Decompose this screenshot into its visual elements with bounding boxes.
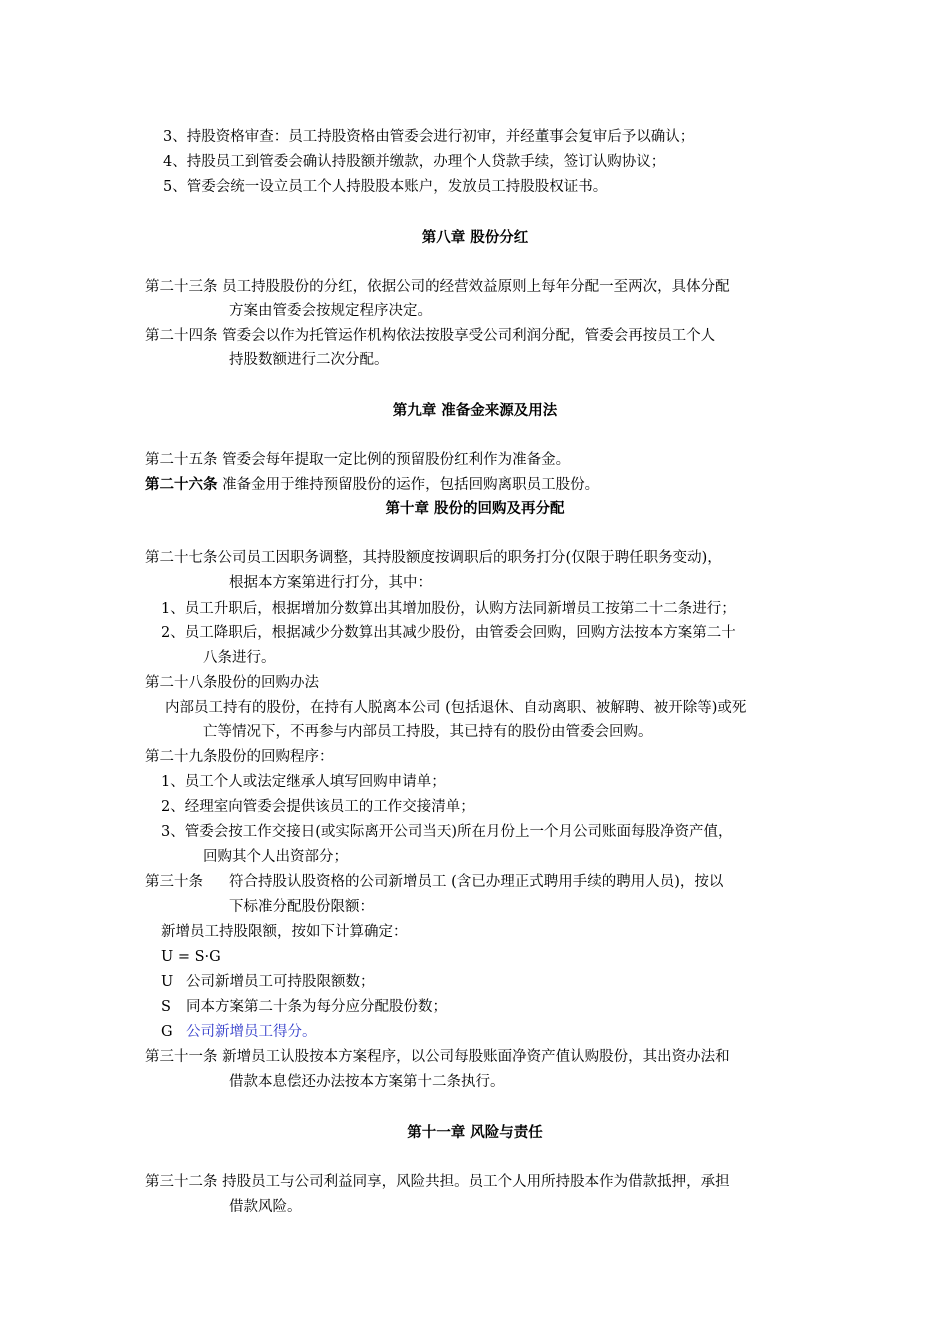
- formula-s-definition: 同本方案第二十条为每分应分配股份数；: [186, 999, 447, 1015]
- article-32-number: 第三十二条: [145, 1174, 218, 1190]
- formula: U = S·G: [161, 949, 221, 965]
- article-23: [145, 278, 730, 296]
- article-30-line-2: 下标准分配股份限额：: [229, 899, 374, 915]
- article-31-number: 第三十一条: [145, 1049, 218, 1065]
- article-26: [145, 476, 599, 494]
- article-26-text: 准备金用于维持预留股份的运作，包括回购离职员工股份。: [217, 477, 600, 493]
- article-27-item-2-cont: 八条进行。: [203, 650, 276, 666]
- article-31: [145, 1048, 730, 1066]
- article-32-line-1: 持股员工与公司利益同享，风险共担。员工个人用所持股本作为借款抵押，承担: [217, 1174, 730, 1190]
- article-24-number: 第二十四条: [145, 328, 218, 344]
- article-29-item-1: 1、员工个人或法定继承人填写回购申请单；: [161, 774, 446, 790]
- article-29-item-3: 3、管委会按工作交接日(或实际离开公司当天)所在月份上一个月公司账面每股净资产值，: [161, 824, 733, 840]
- article-30-number: 第三十条: [145, 874, 203, 890]
- article-29-title: 第二十九条股份的回购程序：: [145, 749, 334, 765]
- article-27-item-2: 2、员工降职后，根据减少分数算出其减少股份，由管委会回购，回购方法按本方案第二十: [161, 625, 736, 641]
- article-27-line-1: 第二十七条公司员工因职务调整，其持股额度按调职后的职务打分(仅限于聘任职务变动)，: [145, 550, 722, 566]
- formula-g-definition: 公司新增员工得分。: [186, 1024, 317, 1040]
- article-24-line-1: 管委会以作为托管运作机构依法按股享受公司利润分配，管委会再按员工个人: [217, 328, 716, 344]
- chapter-10-heading: 第十章 股份的回购及再分配: [385, 500, 565, 517]
- article-25-number: 第二十五条: [145, 452, 218, 468]
- article-32: [145, 1173, 730, 1191]
- article-31-line-2: 借款本息偿还办法按本方案第十二条执行。: [229, 1074, 505, 1090]
- article-27-line-2: 根据本方案第进行打分，其中：: [229, 575, 432, 591]
- chapter-11-heading: 第十一章 风险与责任: [407, 1124, 543, 1141]
- ch7-item-4: 4、持股员工到管委会确认持股额并缴款，办理个人贷款手续，签订认购协议；: [163, 154, 666, 170]
- article-30-line-1: 符合持股认股资格的公司新增员工 (含已办理正式聘用手续的聘用人员)，按以: [229, 874, 724, 890]
- article-29-item-3-cont: 回购其个人出资部分；: [203, 849, 348, 865]
- ch7-item-3: 3、持股资格审查：员工持股资格由管委会进行初审，并经董事会复审后予以确认；: [163, 129, 695, 145]
- formula-s-symbol: S: [161, 999, 171, 1015]
- article-23-line-1: 员工持股股份的分红，依据公司的经营效益原则上每年分配一至两次，具体分配: [217, 279, 730, 295]
- article-28-line-1: 内部员工持有的股份，在持有人脱离本公司 (包括退休、自动离职、被解聘、被开除等)或死: [165, 700, 747, 716]
- article-27-item-1: 1、员工升职后，根据增加分数算出其增加股份，认购方法同新增员工按第二十二条进行；: [161, 601, 736, 617]
- article-28-title: 第二十八条股份的回购办法: [145, 675, 319, 691]
- article-24: [145, 327, 715, 345]
- article-25-text: 管委会每年提取一定比例的预留股份红利作为准备金。: [217, 452, 571, 468]
- article-25: [145, 451, 570, 469]
- article-31-line-1: 新增员工认股按本方案程序，以公司每股账面净资产值认购股份，其出资办法和: [217, 1049, 730, 1065]
- article-30-line-3: 新增员工持股限额，按如下计算确定：: [161, 924, 408, 940]
- article-28-line-2: 亡等情况下，不再参与内部员工持股，其已持有的股份由管委会回购。: [203, 724, 653, 740]
- chapter-9-heading: 第九章 准备金来源及用法: [392, 402, 558, 419]
- article-29-item-2: 2、经理室向管委会提供该员工的工作交接清单；: [161, 799, 475, 815]
- article-26-number: 第二十六条: [145, 476, 218, 493]
- formula-g-symbol: G: [161, 1024, 173, 1040]
- article-23-line-2: 方案由管委会按规定程序决定。: [229, 303, 432, 319]
- chapter-8-heading: 第八章 股份分红: [421, 229, 529, 246]
- article-32-line-2: 借款风险。: [229, 1199, 302, 1215]
- formula-u-definition: 公司新增员工可持股限额数；: [186, 974, 375, 990]
- ch7-item-5: 5、管委会统一设立员工个人持股股本账户，发放员工持股股权证书。: [163, 179, 608, 195]
- article-23-number: 第二十三条: [145, 279, 218, 295]
- formula-u-symbol: U: [161, 974, 174, 990]
- article-24-line-2: 持股数额进行二次分配。: [229, 352, 389, 368]
